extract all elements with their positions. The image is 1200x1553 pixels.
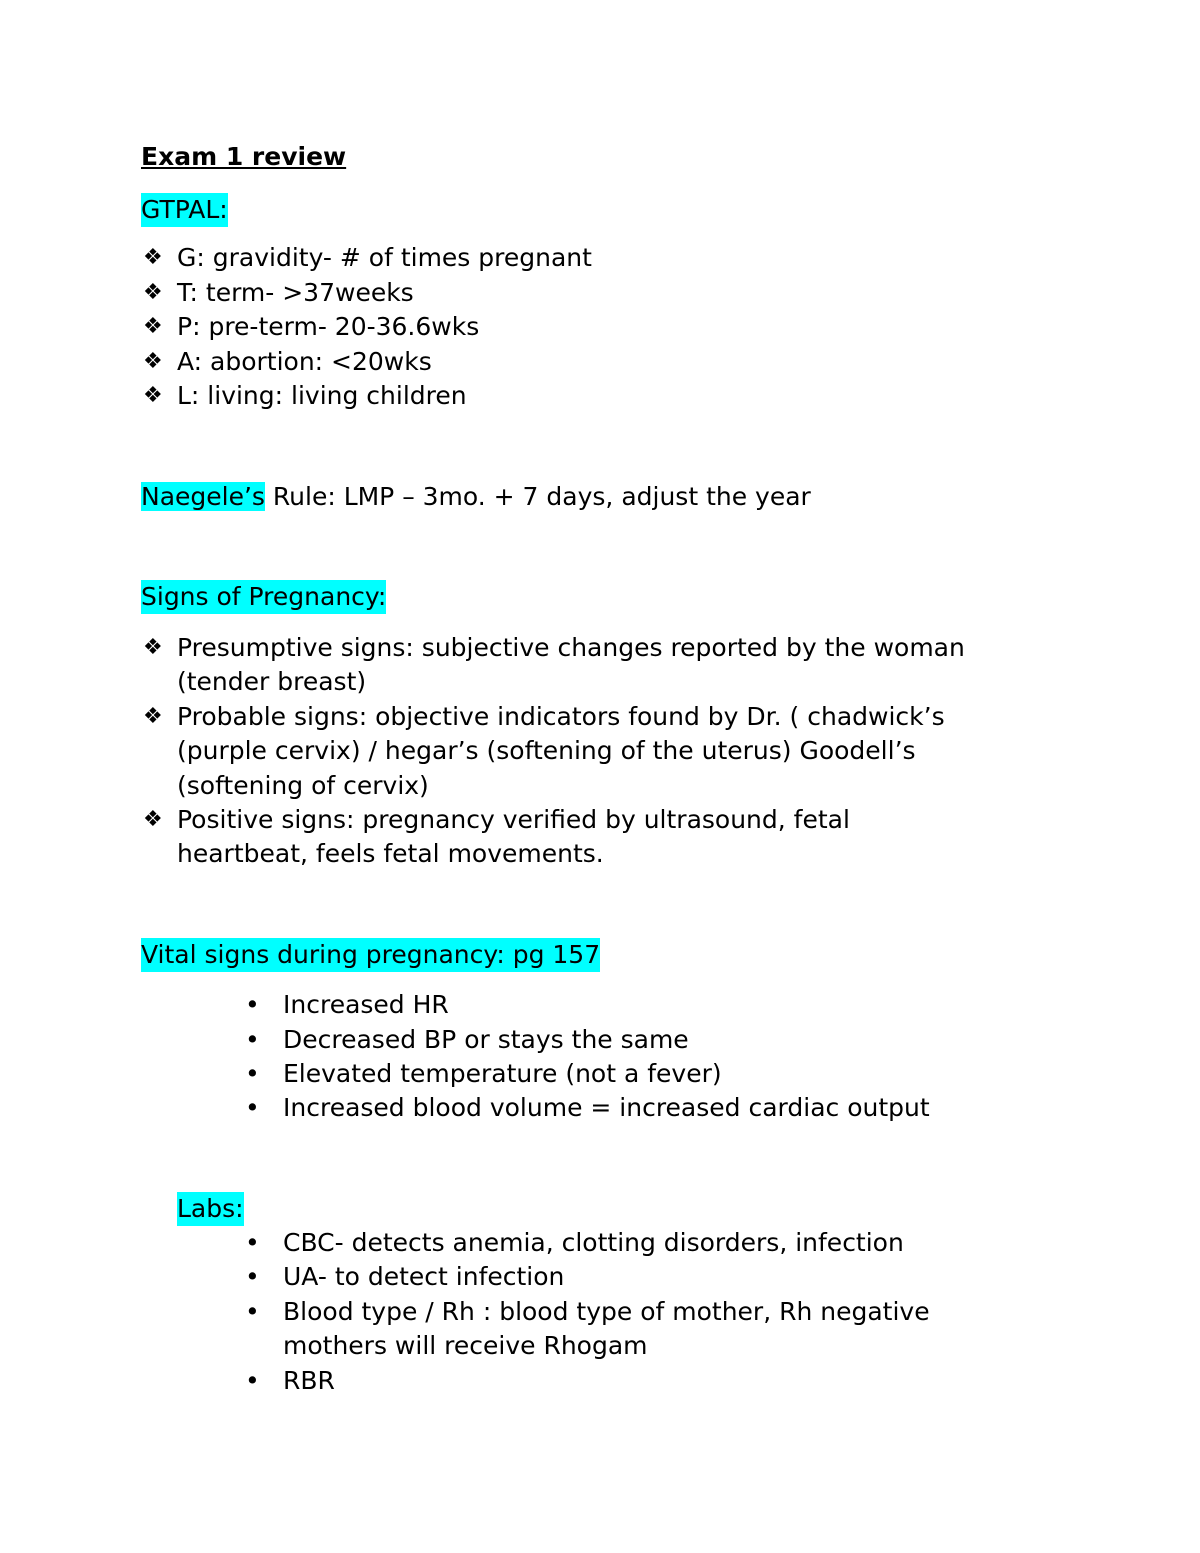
labs-item-line: UA- to detect infection — [283, 1262, 565, 1291]
vitals-item: Increased HR — [283, 990, 449, 1019]
vitals-heading: Vital signs during pregnancy: pg 157 — [141, 938, 600, 972]
vitals-item: Increased blood volume = increased cardiac output — [283, 1093, 930, 1122]
bullet-icon: • — [245, 1297, 260, 1326]
bullet-icon: • — [245, 1093, 260, 1122]
gtpal-item: P: pre-term- 20-36.6wks — [177, 312, 480, 341]
labs-item-line: CBC- detects anemia, clotting disorders, infection — [283, 1228, 904, 1257]
gtpal-item: A: abortion: <20wks — [177, 347, 432, 376]
bullet-icon: • — [245, 1366, 260, 1395]
bullet-icon: • — [245, 990, 260, 1019]
naegele-highlight: Naegele’s — [141, 482, 265, 511]
labs-item-line: RBR — [283, 1366, 335, 1395]
diamond-bullet-icon: ❖ — [143, 704, 163, 729]
signs-item-line: heartbeat, feels fetal movements. — [177, 839, 604, 868]
signs-item-line: Positive signs: pregnancy verified by ultrasound, fetal — [177, 805, 850, 834]
signs-item-line: Probable signs: objective indicators found by Dr. ( chadwick’s — [177, 702, 945, 731]
signs-item-line: Presumptive signs: subjective changes reported by the woman — [177, 633, 965, 662]
vitals-item: Decreased BP or stays the same — [283, 1025, 689, 1054]
bullet-icon: • — [245, 1228, 260, 1257]
diamond-bullet-icon: ❖ — [143, 383, 163, 408]
bullet-icon: • — [245, 1262, 260, 1291]
diamond-bullet-icon: ❖ — [143, 314, 163, 339]
naegele-rule — [141, 480, 811, 514]
signs-heading: Signs of Pregnancy: — [141, 580, 386, 614]
bullet-icon: • — [245, 1059, 260, 1088]
gtpal-item: L: living: living children — [177, 381, 467, 410]
signs-item-line: (softening of cervix) — [177, 771, 429, 800]
page-title: Exam 1 review — [141, 142, 347, 171]
diamond-bullet-icon: ❖ — [143, 807, 163, 832]
diamond-bullet-icon: ❖ — [143, 635, 163, 660]
labs-item-line: Blood type / Rh : blood type of mother, Rh negative — [283, 1297, 930, 1326]
diamond-bullet-icon: ❖ — [143, 280, 163, 305]
naegele-rule-text: Rule: LMP – 3mo. + 7 days, adjust the year — [264, 482, 811, 511]
gtpal-heading: GTPAL: — [141, 193, 228, 227]
gtpal-item: T: term- >37weeks — [177, 278, 414, 307]
bullet-icon: • — [245, 1025, 260, 1054]
vitals-item: Elevated temperature (not a fever) — [283, 1059, 722, 1088]
diamond-bullet-icon: ❖ — [143, 349, 163, 374]
signs-item-line: (purple cervix) / hegar’s (softening of the uterus) Goodell’s — [177, 736, 916, 765]
signs-item-line: (tender breast) — [177, 667, 367, 696]
labs-heading: Labs: — [177, 1192, 244, 1226]
gtpal-item: G: gravidity- # of times pregnant — [177, 243, 592, 272]
labs-item-line: mothers will receive Rhogam — [283, 1331, 648, 1360]
diamond-bullet-icon: ❖ — [143, 245, 163, 270]
